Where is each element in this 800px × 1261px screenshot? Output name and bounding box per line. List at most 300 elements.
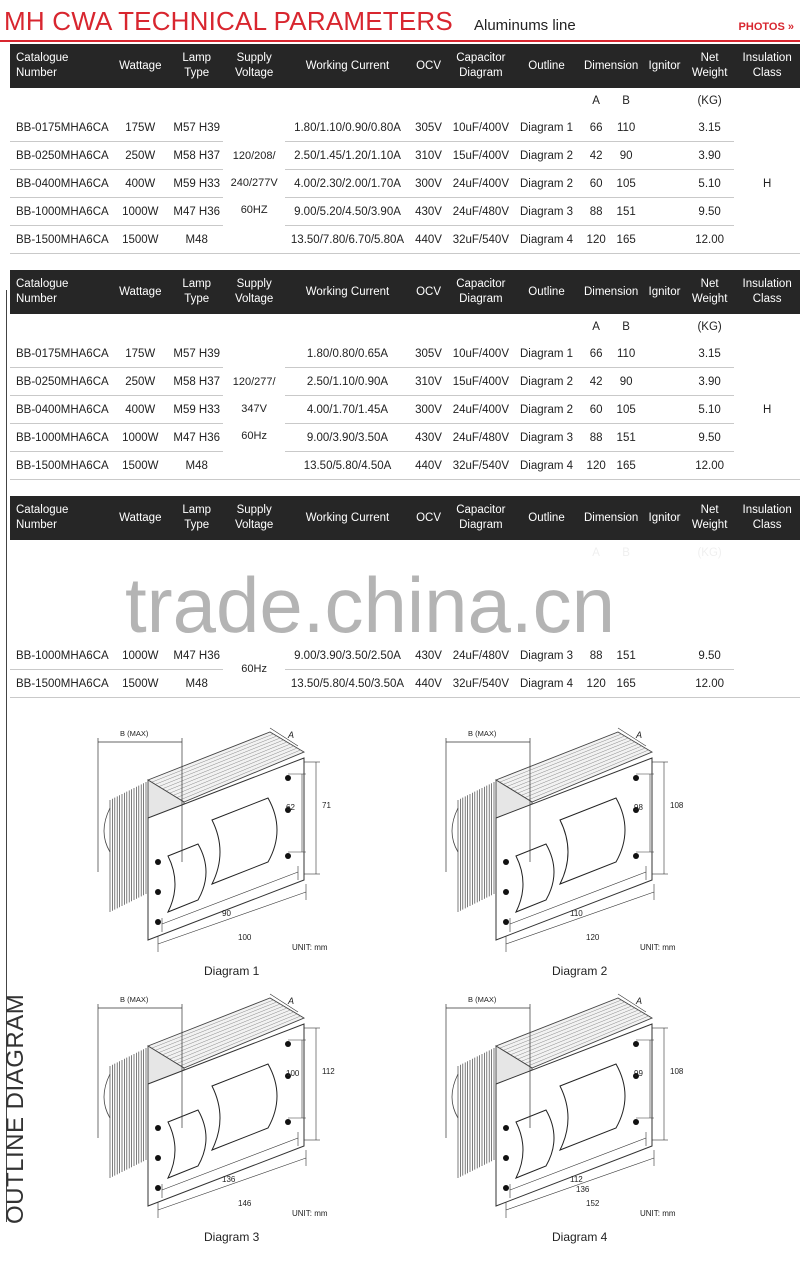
mounting-hole	[155, 1125, 161, 1131]
working-current: 4.00/2.30/2.00/1.70A	[285, 170, 410, 198]
diagram-caption: Diagram 3	[204, 1230, 260, 1244]
wattage: 1000W	[111, 198, 171, 226]
working-current: 2.50/1.10/0.90A	[285, 368, 410, 396]
outer-width: 152	[586, 1199, 600, 1208]
mounting-hole	[633, 853, 639, 859]
unit-label: UNIT: mm	[292, 1209, 328, 1218]
supply-voltage-line: 60HZ	[240, 204, 268, 216]
column-header: Outline	[515, 270, 579, 314]
outline-diagram-title: OUTLINE DIAGRAM	[2, 993, 29, 1224]
wattage: 175W	[111, 114, 171, 142]
outer-height: 108	[670, 801, 684, 810]
column-header: OCV	[410, 270, 447, 314]
supply-voltage	[223, 340, 285, 480]
header-divider	[0, 40, 800, 42]
column-header: Net Weight	[685, 270, 734, 314]
table-row	[10, 226, 800, 254]
inner-width: 110	[570, 909, 583, 918]
capacitor: 24uF/400V	[447, 396, 515, 424]
empty-cell	[515, 314, 579, 340]
mounting-hole	[633, 1041, 639, 1047]
inner-height: 99	[634, 1069, 643, 1078]
b-max-label: B (MAX)	[120, 995, 149, 1004]
dimension-b: 151	[616, 431, 636, 444]
diagram-caption: Diagram 1	[204, 964, 260, 978]
mounting-hole	[155, 889, 161, 895]
ocv: 300V	[410, 170, 447, 198]
lamp-type: M48	[170, 452, 223, 480]
ignitor	[644, 114, 685, 142]
dimension-b: 165	[616, 233, 636, 246]
column-header: Working Current	[285, 270, 410, 314]
net-weight: 9.50	[685, 424, 734, 452]
catalogue-number: BB-1500MHA6CA	[10, 670, 111, 698]
outline: Diagram 1	[515, 114, 579, 142]
ocv: 310V	[410, 368, 447, 396]
dim-a-label: A	[592, 321, 600, 333]
supply-voltage-line: 240/277V	[230, 177, 278, 189]
dimension-b: 90	[619, 375, 633, 388]
parameter-table-1	[10, 44, 800, 254]
diagram-caption: Diagram 4	[552, 1230, 608, 1244]
lamp-type: M58 H37	[170, 368, 223, 396]
units-row	[10, 88, 800, 114]
outer-width: 146	[238, 1199, 252, 1208]
column-header: Catalogue Number	[10, 270, 111, 314]
dim-b-label: B	[622, 95, 630, 107]
table-row	[10, 368, 800, 396]
capacitor: 10uF/400V	[447, 340, 515, 368]
capacitor: 15uF/400V	[447, 142, 515, 170]
empty-cell	[410, 314, 447, 340]
mounting-hole	[503, 1185, 509, 1191]
net-weight: 9.50	[685, 642, 734, 670]
table-row	[10, 114, 800, 142]
lamp-type: M47 H36	[170, 424, 223, 452]
column-header: Insulation Class	[734, 44, 800, 88]
lamp-type: M57 H39	[170, 340, 223, 368]
outer-height: 71	[322, 801, 331, 810]
column-header: Catalogue Number	[10, 44, 111, 88]
ignitor	[644, 424, 685, 452]
ignitor	[644, 226, 685, 254]
dimension-a: 42	[589, 375, 603, 388]
outline: Diagram 4	[515, 226, 579, 254]
outline: Diagram 3	[515, 642, 579, 670]
table-row	[10, 170, 800, 198]
lamination-stack	[110, 1048, 146, 1178]
inner-height: 62	[286, 803, 295, 812]
ocv: 430V	[410, 198, 447, 226]
capacitor: 32uF/540V	[447, 670, 515, 698]
empty-cell	[644, 314, 685, 340]
photos-link-label: PHOTOS	[738, 21, 785, 33]
outline: Diagram 2	[515, 368, 579, 396]
column-header: Outline	[515, 496, 579, 540]
column-header: Capacitor Diagram	[447, 270, 515, 314]
photos-link[interactable]	[739, 21, 794, 33]
mounting-hole	[285, 1119, 291, 1125]
insulation-class	[734, 642, 800, 698]
column-header: Dimension	[578, 44, 644, 88]
catalogue-number: BB-0175MHA6CA	[10, 340, 111, 368]
dimension-b: 90	[619, 149, 633, 162]
table-row	[10, 340, 800, 368]
empty-cell	[223, 88, 285, 114]
mounting-hole	[155, 859, 161, 865]
column-header: Working Current	[285, 44, 410, 88]
column-header: Lamp Type	[170, 496, 223, 540]
outline-diagram-4	[440, 988, 710, 1228]
lamination-stack	[458, 782, 494, 912]
dimension-b: 105	[616, 403, 636, 416]
mounting-hole	[503, 889, 509, 895]
mounting-hole	[285, 1041, 291, 1047]
wattage: 400W	[111, 396, 171, 424]
column-header: Ignitor	[644, 270, 685, 314]
ignitor	[644, 198, 685, 226]
dimension-a: 60	[589, 177, 603, 190]
ocv: 305V	[410, 340, 447, 368]
column-header: Outline	[515, 44, 579, 88]
column-header: Working Current	[285, 496, 410, 540]
capacitor: 24uF/480V	[447, 424, 515, 452]
table-row	[10, 670, 800, 698]
dimension	[578, 114, 644, 142]
ignitor	[644, 670, 685, 698]
empty-cell	[10, 314, 111, 340]
a-label: A	[288, 996, 295, 1006]
dimension-a: 120	[586, 233, 606, 246]
column-header: OCV	[410, 496, 447, 540]
column-header: Capacitor Diagram	[447, 44, 515, 88]
empty-cell	[170, 314, 223, 340]
working-current: 13.50/7.80/6.70/5.80A	[285, 226, 410, 254]
outline: Diagram 4	[515, 670, 579, 698]
dimension-units	[578, 88, 644, 114]
inner-height: 100	[286, 1069, 300, 1078]
working-current: 9.00/3.90/3.50/2.50A	[285, 642, 410, 670]
inner-width: 112	[570, 1175, 583, 1184]
lamination-stack	[110, 782, 146, 912]
b-max-label: B (MAX)	[468, 995, 497, 1004]
empty-cell	[734, 314, 800, 340]
capacitor: 24uF/480V	[447, 642, 515, 670]
ocv: 440V	[410, 452, 447, 480]
table-row	[10, 424, 800, 452]
dimension	[578, 368, 644, 396]
ocv: 310V	[410, 142, 447, 170]
ocv: 440V	[410, 670, 447, 698]
lamination-stack	[458, 1048, 494, 1178]
empty-cell	[734, 88, 800, 114]
net-weight: 3.15	[685, 114, 734, 142]
outer-width: 100	[238, 933, 252, 942]
outline: Diagram 4	[515, 452, 579, 480]
outline-diagram-2	[440, 722, 710, 962]
column-header: Wattage	[111, 270, 171, 314]
column-header: Capacitor Diagram	[447, 496, 515, 540]
net-weight: 5.10	[685, 396, 734, 424]
dimension-a: 120	[586, 677, 606, 690]
dimension	[578, 226, 644, 254]
table-row	[10, 142, 800, 170]
unit-label: UNIT: mm	[292, 943, 328, 952]
page-header	[0, 0, 800, 42]
ignitor	[644, 368, 685, 396]
outer-height: 108	[670, 1067, 684, 1076]
column-header: Supply Voltage	[223, 496, 285, 540]
working-current: 9.00/5.20/4.50/3.90A	[285, 198, 410, 226]
supply-voltage-line: 120/277/	[232, 376, 276, 388]
supply-voltage-line: 347V	[241, 403, 267, 415]
mounting-hole	[285, 775, 291, 781]
lead-wire	[104, 808, 110, 852]
dimension	[578, 452, 644, 480]
wattage: 400W	[111, 170, 171, 198]
weight-unit: (KG)	[697, 321, 722, 333]
parameter-table-2	[10, 270, 800, 480]
working-current: 13.50/5.80/4.50A	[285, 452, 410, 480]
dimension	[578, 142, 644, 170]
column-header: Wattage	[111, 496, 171, 540]
outline: Diagram 3	[515, 198, 579, 226]
mid-width: 136	[576, 1185, 590, 1194]
empty-cell	[644, 88, 685, 114]
outline: Diagram 2	[515, 396, 579, 424]
catalogue-number: BB-1000MHA6CA	[10, 642, 111, 670]
empty-cell	[223, 314, 285, 340]
column-header: OCV	[410, 44, 447, 88]
wattage: 1500W	[111, 670, 171, 698]
lamp-type: M57 H39	[170, 114, 223, 142]
wattage: 1500W	[111, 226, 171, 254]
wattage: 1000W	[111, 424, 171, 452]
supply-voltage-line: 60Hz	[241, 430, 267, 442]
ocv: 430V	[410, 642, 447, 670]
catalogue-number: BB-1500MHA6CA	[10, 452, 111, 480]
dimension	[578, 170, 644, 198]
working-current: 1.80/0.80/0.65A	[285, 340, 410, 368]
dimension-a: 66	[589, 121, 603, 134]
wattage: 175W	[111, 340, 171, 368]
net-weight: 3.90	[685, 368, 734, 396]
a-label: A	[636, 730, 643, 740]
empty-cell	[447, 88, 515, 114]
table-row	[10, 452, 800, 480]
net-weight: 5.10	[685, 170, 734, 198]
mounting-hole	[285, 853, 291, 859]
column-header: Insulation Class	[734, 496, 800, 540]
empty-cell	[111, 314, 171, 340]
wattage: 1000W	[111, 642, 171, 670]
column-header: Ignitor	[644, 496, 685, 540]
insulation-class: H	[734, 340, 800, 480]
catalogue-number: BB-0250MHA6CA	[10, 142, 111, 170]
dimension-a: 42	[589, 149, 603, 162]
catalogue-number: BB-1000MHA6CA	[10, 198, 111, 226]
working-current: 2.50/1.45/1.20/1.10A	[285, 142, 410, 170]
column-header: Net Weight	[685, 496, 734, 540]
outline: Diagram 2	[515, 170, 579, 198]
ignitor	[644, 340, 685, 368]
lamp-type: M48	[170, 226, 223, 254]
lead-wire	[104, 1074, 110, 1118]
dimension-b: 105	[616, 177, 636, 190]
mounting-hole	[155, 1185, 161, 1191]
lamp-type: M59 H33	[170, 396, 223, 424]
double-chevron-right-icon: »	[787, 21, 794, 33]
net-weight: 12.00	[685, 670, 734, 698]
mounting-hole	[503, 1155, 509, 1161]
capacitor: 24uF/480V	[447, 198, 515, 226]
net-weight: 12.00	[685, 226, 734, 254]
ignitor	[644, 452, 685, 480]
outline: Diagram 3	[515, 424, 579, 452]
outer-width: 120	[586, 933, 600, 942]
a-label: A	[288, 730, 295, 740]
column-header: Supply Voltage	[223, 270, 285, 314]
capacitor: 24uF/400V	[447, 170, 515, 198]
watermark: trade.china.cn	[125, 561, 615, 649]
empty-cell	[170, 88, 223, 114]
capacitor: 32uF/540V	[447, 226, 515, 254]
outer-height: 112	[322, 1067, 335, 1076]
capacitor: 32uF/540V	[447, 452, 515, 480]
ignitor	[644, 170, 685, 198]
dimension-units	[578, 314, 644, 340]
column-header: Insulation Class	[734, 270, 800, 314]
dimension-a: 88	[589, 431, 603, 444]
dimension-a: 60	[589, 403, 603, 416]
empty-cell	[10, 88, 111, 114]
column-header: Dimension	[578, 496, 644, 540]
outline-diagram-3	[92, 988, 362, 1228]
insulation-class: H	[734, 114, 800, 254]
mounting-hole	[503, 859, 509, 865]
table-row	[10, 198, 800, 226]
lamp-type: M58 H37	[170, 142, 223, 170]
column-header: Lamp Type	[170, 44, 223, 88]
catalogue-number: BB-1000MHA6CA	[10, 424, 111, 452]
column-header: Lamp Type	[170, 270, 223, 314]
mounting-hole	[633, 775, 639, 781]
column-header: Ignitor	[644, 44, 685, 88]
working-current: 13.50/5.80/4.50/3.50A	[285, 670, 410, 698]
lead-wire	[452, 808, 458, 852]
ocv: 430V	[410, 424, 447, 452]
page-title: MH CWA TECHNICAL PARAMETERS	[4, 6, 453, 36]
dimension-a: 88	[589, 205, 603, 218]
dimension	[578, 670, 644, 698]
a-label: A	[636, 996, 643, 1006]
column-header: Supply Voltage	[223, 44, 285, 88]
net-weight: 9.50	[685, 198, 734, 226]
diagram-caption: Diagram 2	[552, 964, 608, 978]
ocv: 305V	[410, 114, 447, 142]
dimension-b: 165	[616, 677, 636, 690]
outline: Diagram 2	[515, 142, 579, 170]
empty-cell	[111, 88, 171, 114]
outline: Diagram 1	[515, 340, 579, 368]
lamp-type: M48	[170, 670, 223, 698]
dimension-b: 110	[616, 121, 636, 134]
dimension	[578, 198, 644, 226]
mounting-hole	[503, 1125, 509, 1131]
working-current: 9.00/3.90/3.50A	[285, 424, 410, 452]
ocv: 440V	[410, 226, 447, 254]
catalogue-number: BB-0175MHA6CA	[10, 114, 111, 142]
catalogue-number: BB-0400MHA6CA	[10, 396, 111, 424]
dimension	[578, 396, 644, 424]
dimension-a: 88	[589, 649, 603, 662]
empty-cell	[285, 88, 410, 114]
unit-label: UNIT: mm	[640, 943, 676, 952]
net-weight: 12.00	[685, 452, 734, 480]
column-header: Dimension	[578, 270, 644, 314]
supply-voltage-line: 60Hz	[241, 663, 267, 675]
weight-unit: (KG)	[697, 95, 722, 107]
dimension-b: 110	[616, 347, 636, 360]
dim-a-label: A	[592, 95, 600, 107]
unit-label: UNIT: mm	[640, 1209, 676, 1218]
supply-voltage-line: 120/208/	[232, 150, 276, 162]
dimension-a: 66	[589, 347, 603, 360]
mounting-hole	[633, 1119, 639, 1125]
column-header: Catalogue Number	[10, 496, 111, 540]
column-header: Net Weight	[685, 44, 734, 88]
capacitor: 10uF/400V	[447, 114, 515, 142]
b-max-label: B (MAX)	[120, 729, 149, 738]
inner-width: 136	[222, 1175, 236, 1184]
ocv: 300V	[410, 396, 447, 424]
working-current: 4.00/1.70/1.45A	[285, 396, 410, 424]
ignitor	[644, 396, 685, 424]
page-subtitle: Aluminums line	[474, 17, 576, 34]
inner-width: 90	[222, 909, 231, 918]
mounting-hole	[503, 919, 509, 925]
column-header: Wattage	[111, 44, 171, 88]
dimension	[578, 424, 644, 452]
mounting-hole	[155, 919, 161, 925]
lamp-type: M47 H36	[170, 642, 223, 670]
net-weight: 3.15	[685, 340, 734, 368]
capacitor: 15uF/400V	[447, 368, 515, 396]
empty-cell	[515, 88, 579, 114]
empty-cell	[285, 314, 410, 340]
catalogue-number: BB-0250MHA6CA	[10, 368, 111, 396]
b-max-label: B (MAX)	[468, 729, 497, 738]
mounting-hole	[155, 1155, 161, 1161]
table-row	[10, 396, 800, 424]
inner-height: 98	[634, 803, 643, 812]
wattage: 250W	[111, 142, 171, 170]
working-current: 1.80/1.10/0.90/0.80A	[285, 114, 410, 142]
wattage: 1500W	[111, 452, 171, 480]
wattage: 250W	[111, 368, 171, 396]
dimension-b: 151	[616, 649, 636, 662]
catalogue-number: BB-0400MHA6CA	[10, 170, 111, 198]
catalogue-number: BB-1500MHA6CA	[10, 226, 111, 254]
units-row	[10, 314, 800, 340]
dimension-a: 120	[586, 459, 606, 472]
empty-cell	[410, 88, 447, 114]
dim-b-label: B	[622, 321, 630, 333]
empty-cell	[447, 314, 515, 340]
dimension-b: 165	[616, 459, 636, 472]
outline-diagram-1	[92, 722, 362, 962]
net-weight: 3.90	[685, 142, 734, 170]
